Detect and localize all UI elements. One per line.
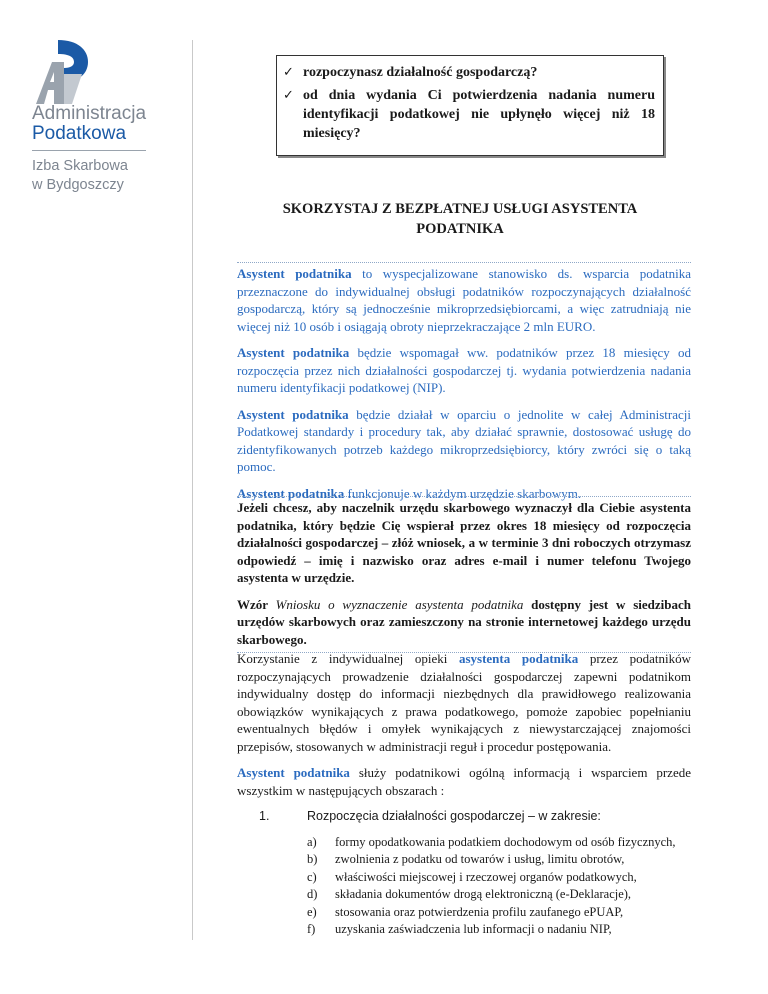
org-unit-line1: Izba Skarbowa (32, 158, 128, 174)
definition-text-3: będzie działał w oparciu o jednolite w całej Administracji Podatkowej standardy i procedury tak, aby działać sprawnie, dostosować usługę do zidentyfikowanych potrzeb każdego mikroprzedsiębiorcy, który zwróci się o taką pomoc. (237, 406, 691, 474)
form-text-a: Wzór (237, 596, 276, 612)
page-title (230, 199, 690, 239)
sub-item-text: zwolnienia z podatku od towarów i usług, limitu obrotów, (335, 852, 625, 866)
sub-item-letter: a) (307, 834, 317, 849)
term-asystent: Asystent podatnika (237, 406, 349, 422)
definition-text-2: będzie wspomagał ww. podatników przez 18 miesięcy od rozpoczęcia przez nich działalności gospodarczej tj. wydania potwierdzenia nadania numeru identyfikacji podatkowej (NIP). (237, 345, 691, 395)
checkmark-icon: ✓ (283, 88, 294, 103)
org-name-line2: Podatkowa (32, 123, 127, 144)
definition-paragraph-1 (237, 265, 691, 335)
sub-item-letter: e) (307, 904, 317, 919)
sub-list-item (307, 869, 691, 887)
term-asystenta: asystenta podatnika (458, 651, 579, 666)
definition-text-4: funkcjonuje w każdym urzędzie skarbowym. (344, 485, 582, 501)
term-asystent: Asystent podatnika (237, 485, 345, 501)
section-benefits (237, 650, 691, 939)
sub-item-text: stosowania oraz potwierdzenia profilu zaufanego ePUAP, (335, 904, 624, 919)
form-text-b: dostępny jest w siedzibach urzędów skarbowych oraz zamieszczony na stronie internetowej każdego urzędu skarbowego. (237, 596, 691, 647)
benefits-text-a: Korzystanie z indywidualnej opieki (237, 651, 459, 666)
section-application (237, 496, 691, 662)
sub-list-item (307, 921, 691, 939)
sub-item-letter: f) (307, 922, 316, 936)
definition-text-1: to wyspecjalizowane stanowisko ds. wsparcia podatnika przeznaczone do indywidualnej obsługi podatników rozpoczynających działalność gospodarczą, który są jednocześnie mikroprzedsiębiorcami, a więc zatrudniają nie więcej niż 10 osób i osiągają obroty nieprzekraczające 2 mln EURO. (237, 266, 691, 334)
administracja-podatkowa-logo (30, 38, 170, 106)
question-box (276, 55, 664, 156)
term-asystent: Asystent podatnika (237, 345, 350, 360)
org-name-line1: Administracja (32, 103, 147, 124)
list-number: 1. (259, 809, 270, 823)
org-unit-line2: w Bydgoszczy (32, 177, 124, 193)
title-line1: SKORZYSTAJ Z BEZPŁATNEJ USŁUGI ASYSTENTA (282, 201, 638, 217)
term-asystent: Asystent podatnika (237, 765, 350, 780)
sub-item-text: uzyskania zaświadczenia lub informacji o nadaniu NIP, (335, 922, 612, 936)
vertical-divider (192, 40, 193, 940)
list-label: Rozpoczęcia działalności gospodarczej – w zakresie: (307, 809, 601, 823)
term-asystent: Asystent podatnika (237, 266, 352, 281)
title-line2: PODATNIKA (416, 221, 504, 237)
section-definition (237, 262, 691, 511)
application-paragraph: Jeżeli chcesz, aby naczelnik urzędu skarbowego wyznaczył dla Ciebie asystenta podatnika, który będzie Cię wspierał przez okres 18 miesięcy od rozpoczęcia działalności gospodarczej – złóż wniosek, a w terminie 3 dni roboczych otrzymasz odpowiedź – imię i nazwisko oraz adres e-mail i numer telefonu Twojego asystenta w urzędzie. (237, 500, 691, 585)
definition-paragraph-2 (237, 344, 691, 397)
list-item-1 (237, 808, 691, 826)
sub-list-item (307, 886, 691, 904)
question-2: od dnia wydania Ci potwierdzenia nadania numeru identyfikacji podatkowej nie upłynęło więcej niż 18 miesięcy? (303, 88, 655, 141)
form-name: Wniosku o wyznaczenie asystenta podatnika (275, 596, 524, 612)
sub-list-item (307, 851, 691, 869)
sub-list-item (307, 834, 691, 852)
sub-list-item (307, 904, 691, 922)
checkmark-icon: ✓ (283, 65, 294, 80)
benefits-paragraph (237, 650, 691, 755)
org-unit (32, 157, 128, 195)
areas-text: służy podatnikowi ogólną informacją i wsparciem przede wszystkim w następujących obszarach : (237, 765, 691, 798)
benefits-text-b: przez podatników rozpoczynających prowadzenie działalności gospodarczej zapewni podatnikom indywidualny dostęp do informacji niezbędnych dla prawidłowego realizowania obowiązków wynikających z prawa podatkowego, pomoże zapobiec popełnianiu ewentualnych błędów i omyłek wynikających z niewystarczającej znajomości przepisów, stosowanych w administracji reguł i procedur postępowania. (237, 651, 691, 754)
sub-item-text: składania dokumentów drogą elektroniczną (e-Deklaracje), (335, 887, 632, 901)
question-row-1 (283, 63, 655, 82)
sub-item-letter: b) (307, 852, 318, 866)
sub-item-text: formy opodatkowania podatkiem dochodowym od osób fizycznych, (335, 834, 676, 849)
question-row-2 (283, 86, 655, 143)
areas-paragraph (237, 764, 691, 799)
sub-item-letter: c) (307, 869, 317, 884)
form-availability-paragraph (237, 596, 691, 654)
sub-list (307, 834, 691, 939)
org-divider (32, 150, 146, 151)
definition-paragraph-3 (237, 406, 691, 476)
sub-item-letter: d) (307, 887, 318, 901)
question-1: rozpoczynasz działalność gospodarczą? (303, 65, 538, 80)
sub-item-text: właściwości miejscowej i rzeczowej organów podatkowych, (335, 869, 637, 884)
